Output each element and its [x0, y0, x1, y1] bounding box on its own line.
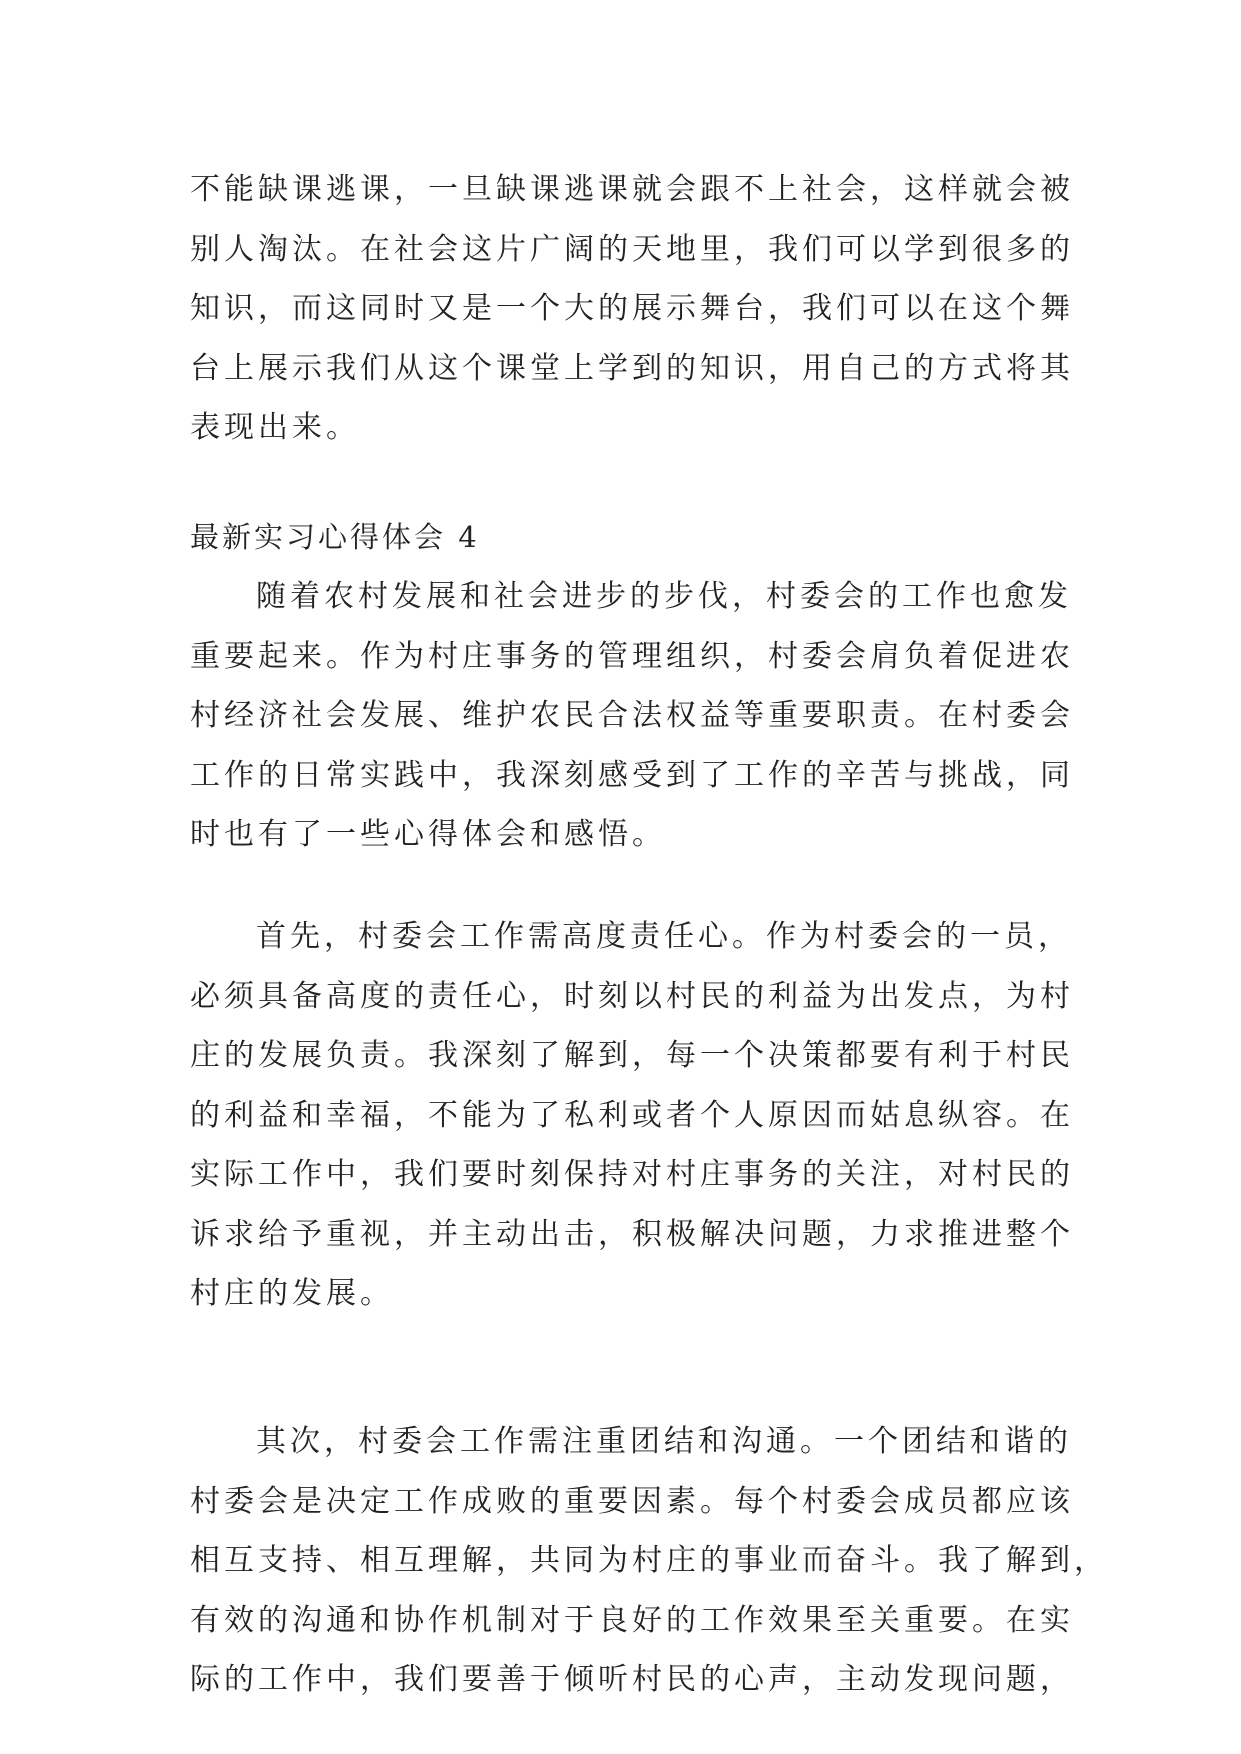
text-line: 工作的日常实践中，我深刻感受到了工作的辛苦与挑战，同	[190, 757, 1074, 793]
text-line: 庄的发展负责。我深刻了解到，每一个决策都要有利于村民	[190, 1038, 1074, 1073]
text-line: 知识，而这同时又是一个大的展示舞台，我们可以在这个舞	[190, 291, 1074, 326]
text-line: 有效的沟通和协作机制对于良好的工作效果至关重要。在实	[190, 1602, 1074, 1638]
text-line: 村委会是决定工作成败的重要因素。每个村委会成员都应该	[190, 1483, 1074, 1519]
text-line: 表现出来。	[190, 410, 360, 445]
text-line: 实际工作中，我们要时刻保持对村庄事务的关注，对村民的	[190, 1157, 1074, 1192]
text-line: 不能缺课逃课，一旦缺课逃课就会跟不上社会，这样就会被	[190, 172, 1074, 207]
text-line: 别人淘汰。在社会这片广阔的天地里，我们可以学到很多的	[190, 231, 1074, 267]
text-line: 相互支持、相互理解，共同为村庄的事业而奋斗。我了解到，	[190, 1543, 1108, 1578]
text-line: 村经济社会发展、维护农民合法权益等重要职责。在村委会	[190, 698, 1074, 733]
paragraph-continued	[190, 160, 1074, 458]
paragraph-first	[190, 907, 1074, 1324]
paragraph-intro	[190, 567, 1074, 865]
text-line: 其次，村委会工作需注重团结和沟通。一个团结和谐的	[256, 1424, 1072, 1459]
text-line: 必须具备高度的责任心，时刻以村民的利益为出发点，为村	[190, 978, 1074, 1014]
text-line: 时也有了一些心得体会和感悟。	[190, 817, 666, 852]
text-line: 首先，村委会工作需高度责任心。作为村委会的一员，	[256, 919, 1072, 954]
section-heading: 最新实习心得体会 4	[190, 520, 480, 554]
text-line: 际的工作中，我们要善于倾听村民的心声，主动发现问题，	[190, 1662, 1074, 1697]
paragraph-second	[190, 1412, 1108, 1710]
text-line: 台上展示我们从这个课堂上学到的知识，用自己的方式将其	[190, 350, 1074, 386]
text-line: 诉求给予重视，并主动出击，积极解决问题，力求推进整个	[190, 1216, 1074, 1252]
text-line: 重要起来。作为村庄事务的管理组织，村委会肩负着促进农	[190, 638, 1074, 674]
text-line: 村庄的发展。	[190, 1276, 394, 1311]
text-line: 随着农村发展和社会进步的步伐，村委会的工作也愈发	[256, 579, 1072, 614]
text-line: 的利益和幸福，不能为了私利或者个人原因而姑息纵容。在	[190, 1097, 1074, 1133]
